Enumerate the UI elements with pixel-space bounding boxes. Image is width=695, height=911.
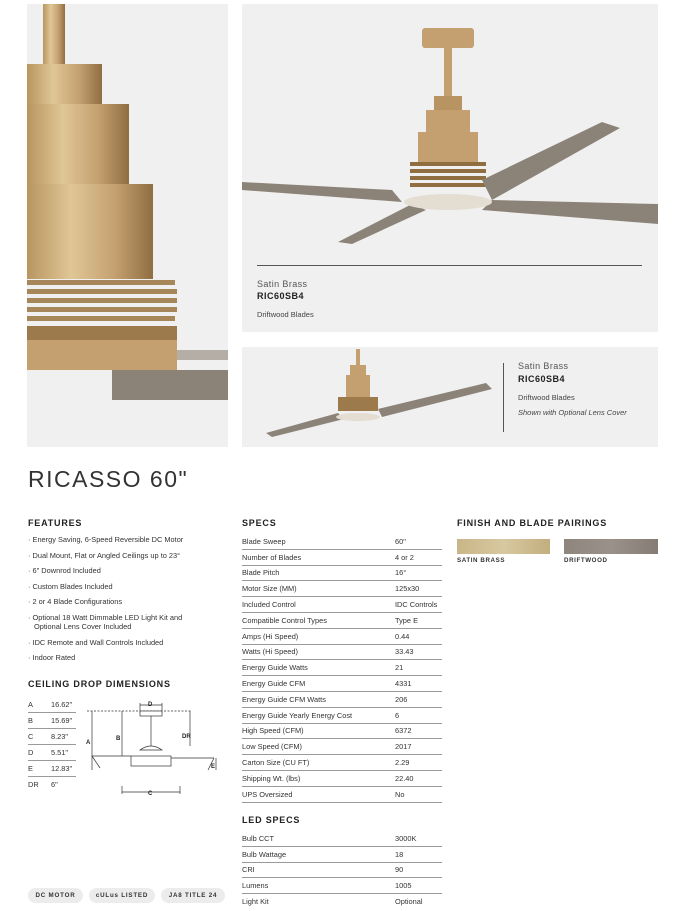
secondary-product-photo — [242, 347, 658, 447]
spec-key: Low Speed (CFM) — [242, 739, 395, 755]
table-row — [242, 739, 442, 755]
spec-value: 1005 — [395, 878, 442, 894]
closeup-photo — [27, 4, 228, 447]
spec-key: Lumens — [242, 878, 395, 894]
feature-item: · Indoor Rated — [28, 653, 228, 663]
dim-value: 16.62" — [51, 697, 76, 713]
spec-value: 22.40 — [395, 770, 442, 786]
label-b: B — [116, 736, 121, 742]
ceiling-drop-table — [28, 697, 76, 792]
table-row — [242, 660, 442, 676]
table-row — [242, 707, 442, 723]
spec-value: 2017 — [395, 739, 442, 755]
table-row — [242, 612, 442, 628]
ja8-title24-badge: JA8 TITLE 24 — [161, 888, 225, 903]
finish-name: Satin Brass — [257, 279, 308, 289]
table-row — [28, 697, 76, 713]
dim-value: 12.83" — [51, 761, 76, 777]
spec-value: 4 or 2 — [395, 549, 442, 565]
label-a: A — [86, 740, 91, 746]
dim-key: B — [28, 713, 51, 729]
led-specs-table — [242, 831, 442, 909]
finish-name: Satin Brass — [518, 361, 569, 371]
table-row — [242, 755, 442, 771]
table-row — [242, 628, 442, 644]
spec-key: High Speed (CFM) — [242, 723, 395, 739]
fan-main-image — [242, 4, 658, 264]
led-specs-heading: LED SPECS — [242, 815, 301, 825]
table-row — [242, 770, 442, 786]
spec-key: Carton Size (CU FT) — [242, 755, 395, 771]
table-row — [242, 723, 442, 739]
features-heading: FEATURES — [28, 518, 83, 528]
dim-value: 15.69" — [51, 713, 76, 729]
table-row — [242, 549, 442, 565]
dim-key: D — [28, 745, 51, 761]
specs-heading: SPECS — [242, 518, 277, 528]
specs-table — [242, 534, 442, 803]
driftwood-label: DRIFTWOOD — [564, 557, 608, 564]
spec-key: Watts (Hi Speed) — [242, 644, 395, 660]
satin-brass-label: SATIN BRASS — [457, 557, 506, 564]
caption-divider — [503, 363, 504, 432]
spec-value: 4331 — [395, 676, 442, 692]
table-row — [242, 894, 442, 909]
table-row — [242, 534, 442, 549]
label-d: D — [148, 702, 153, 708]
dim-value: 6" — [51, 780, 58, 789]
spec-value: 6372 — [395, 723, 442, 739]
table-row — [28, 777, 76, 793]
table-row — [242, 878, 442, 894]
dim-key: A — [28, 697, 51, 713]
culus-listed-badge: cULus LISTED — [89, 888, 155, 903]
feature-item: · IDC Remote and Wall Controls Included — [28, 638, 228, 648]
dim-key: E — [28, 761, 51, 777]
spec-key: Blade Pitch — [242, 565, 395, 581]
spec-key: Energy Guide CFM Watts — [242, 691, 395, 707]
spec-key: Shipping Wt. (lbs) — [242, 770, 395, 786]
spec-key: Bulb Wattage — [242, 846, 395, 862]
table-row — [242, 862, 442, 878]
feature-item: · Optional 18 Watt Dimmable LED Light Kit and Optional Lens Cover Included — [28, 613, 194, 632]
table-row — [28, 761, 76, 777]
spec-key: Compatible Control Types — [242, 612, 395, 628]
ceiling-drop-heading: CEILING DROP DIMENSIONS — [28, 679, 171, 689]
product-title: RICASSO 60" — [28, 466, 189, 492]
fan-secondary-image — [242, 347, 502, 447]
table-row — [242, 565, 442, 581]
spec-key: Bulb CCT — [242, 831, 395, 846]
spec-key: Energy Guide Watts — [242, 660, 395, 676]
spec-value: 6 — [395, 707, 442, 723]
table-row — [28, 745, 76, 761]
table-row — [28, 729, 76, 745]
spec-value: 0.44 — [395, 628, 442, 644]
feature-item: · Dual Mount, Flat or Angled Ceilings up to 23° — [28, 551, 228, 561]
feature-item: · Custom Blades Included — [28, 582, 228, 592]
label-e: E — [211, 764, 216, 770]
table-row — [242, 831, 442, 846]
spec-value: 2.29 — [395, 755, 442, 771]
spec-value: 90 — [395, 862, 442, 878]
model-code: RIC60SB4 — [518, 374, 566, 384]
spec-key: Energy Guide Yearly Energy Cost — [242, 707, 395, 723]
table-row — [242, 644, 442, 660]
main-product-photo — [242, 4, 658, 332]
spec-value: 3000K — [395, 831, 442, 846]
feature-item: · Energy Saving, 6-Speed Reversible DC Motor — [28, 535, 228, 545]
dim-key: DR — [28, 780, 39, 789]
feature-item: · 2 or 4 Blade Configurations — [28, 597, 228, 607]
spec-value: 16° — [395, 565, 442, 581]
dim-key: C — [28, 729, 51, 745]
spec-value: 206 — [395, 691, 442, 707]
spec-value: 125x30 — [395, 581, 442, 597]
table-row — [242, 846, 442, 862]
spec-key: Number of Blades — [242, 549, 395, 565]
table-row — [242, 581, 442, 597]
spec-key: Light Kit — [242, 897, 269, 907]
table-row — [242, 676, 442, 692]
blade-finish: Driftwood Blades — [257, 310, 314, 319]
table-row — [242, 786, 442, 802]
spec-key: Included Control — [242, 597, 395, 613]
spec-key: Motor Size (MM) — [242, 581, 395, 597]
driftwood-swatch — [564, 539, 658, 554]
spec-value: 21 — [395, 660, 442, 676]
feature-item: · 6" Downrod Included — [28, 566, 228, 576]
satin-brass-swatch — [457, 539, 550, 554]
table-row — [28, 713, 76, 729]
features-list — [28, 535, 228, 669]
dc-motor-badge: DC MOTOR — [28, 888, 83, 903]
spec-value: 33.43 — [395, 644, 442, 660]
spec-value: No — [395, 786, 442, 802]
spec-value: Type E — [395, 612, 442, 628]
spec-value: 60" — [395, 534, 442, 549]
dim-value: 5.51" — [51, 745, 76, 761]
spec-key: Amps (Hi Speed) — [242, 628, 395, 644]
label-dr: DR — [182, 734, 191, 740]
table-row — [242, 691, 442, 707]
spec-value: IDC Controls — [395, 597, 442, 613]
spec-value: Optional — [395, 897, 423, 907]
spec-key: UPS Oversized — [242, 786, 395, 802]
finish-pairings-heading: FINISH AND BLADE PAIRINGS — [457, 518, 608, 528]
dimension-diagram — [82, 698, 222, 798]
spec-key: Blade Sweep — [242, 534, 395, 549]
table-row — [242, 597, 442, 613]
dim-value: 8.23" — [51, 729, 76, 745]
spec-value: 18 — [395, 846, 442, 862]
caption-divider — [257, 265, 642, 266]
label-c: C — [148, 791, 153, 797]
model-code: RIC60SB4 — [257, 291, 305, 301]
fan-motor-closeup-image — [27, 4, 228, 447]
spec-key: CRI — [242, 862, 395, 878]
spec-key: Energy Guide CFM — [242, 676, 395, 692]
blade-finish: Driftwood Blades — [518, 393, 575, 402]
lens-cover-note: Shown with Optional Lens Cover — [518, 408, 627, 417]
